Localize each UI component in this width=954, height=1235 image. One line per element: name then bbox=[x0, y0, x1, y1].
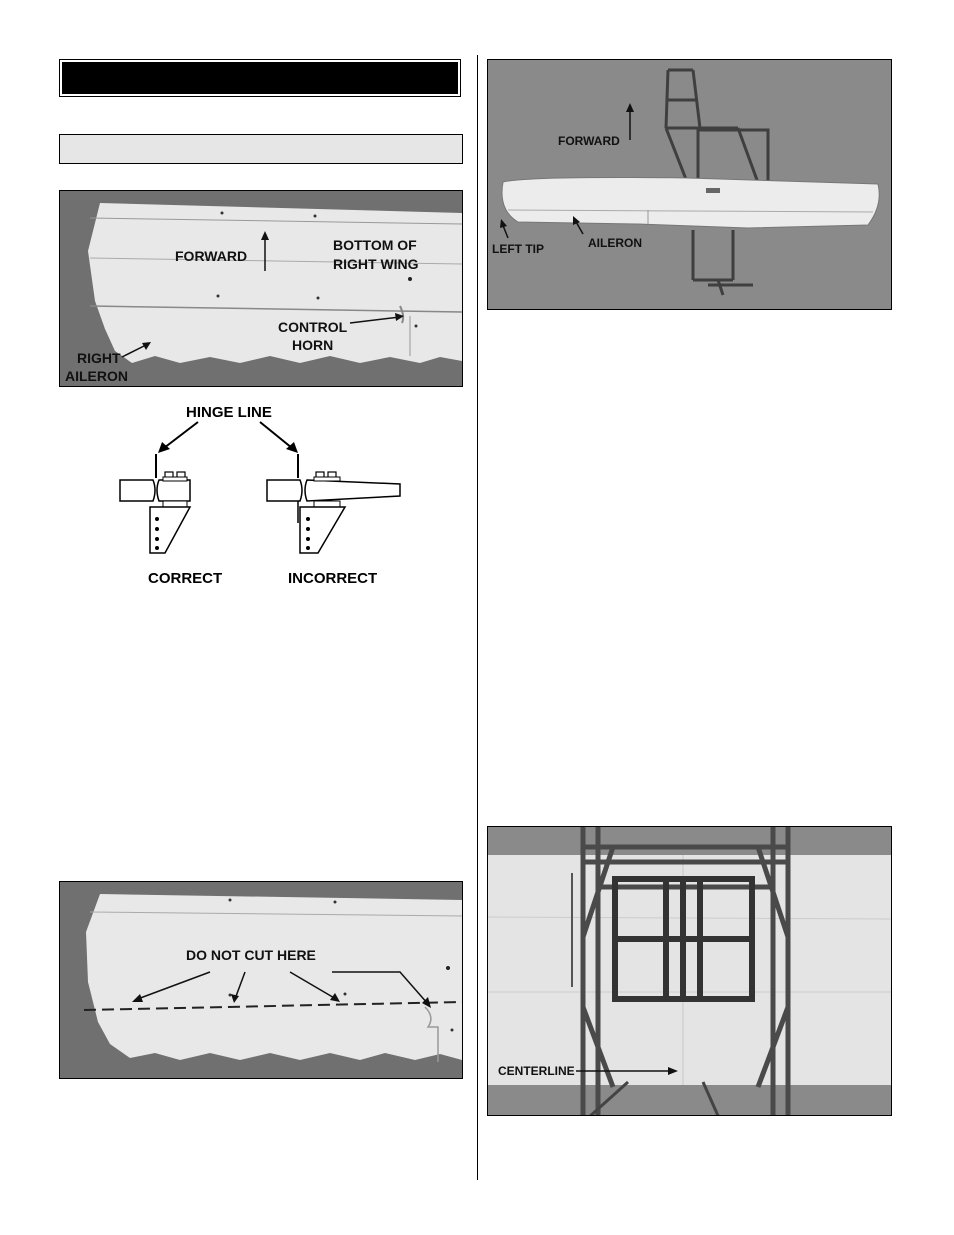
forward-label: FORWARD bbox=[558, 134, 620, 148]
aileron-label: AILERON bbox=[588, 236, 642, 250]
subsection-title-bar bbox=[59, 134, 463, 164]
do-not-cut-label: DO NOT CUT HERE bbox=[186, 947, 316, 963]
hinge-line-diagram bbox=[110, 398, 420, 593]
right-wing-label: RIGHT WING bbox=[333, 256, 419, 272]
aileron-label: AILERON bbox=[65, 368, 128, 384]
photo-do-not-cut bbox=[59, 881, 463, 1079]
centerline-label: CENTERLINE bbox=[498, 1064, 575, 1078]
horn-label: HORN bbox=[292, 337, 334, 353]
bottom-of-label: BOTTOM OF bbox=[333, 237, 417, 253]
incorrect-label: INCORRECT bbox=[288, 570, 378, 587]
left-tip-label: LEFT TIP bbox=[492, 242, 544, 256]
section-title-bar bbox=[59, 59, 461, 97]
column-divider bbox=[477, 55, 478, 1180]
correct-label: CORRECT bbox=[148, 570, 223, 587]
hinge-line-label: HINGE LINE bbox=[186, 404, 272, 421]
photo-centerline bbox=[487, 826, 892, 1116]
right-label: RIGHT bbox=[77, 350, 121, 366]
photo-right-wing-bottom bbox=[59, 190, 463, 387]
photo-forward-left-tip bbox=[487, 59, 892, 310]
forward-label: FORWARD bbox=[175, 248, 248, 264]
control-label: CONTROL bbox=[278, 319, 348, 335]
